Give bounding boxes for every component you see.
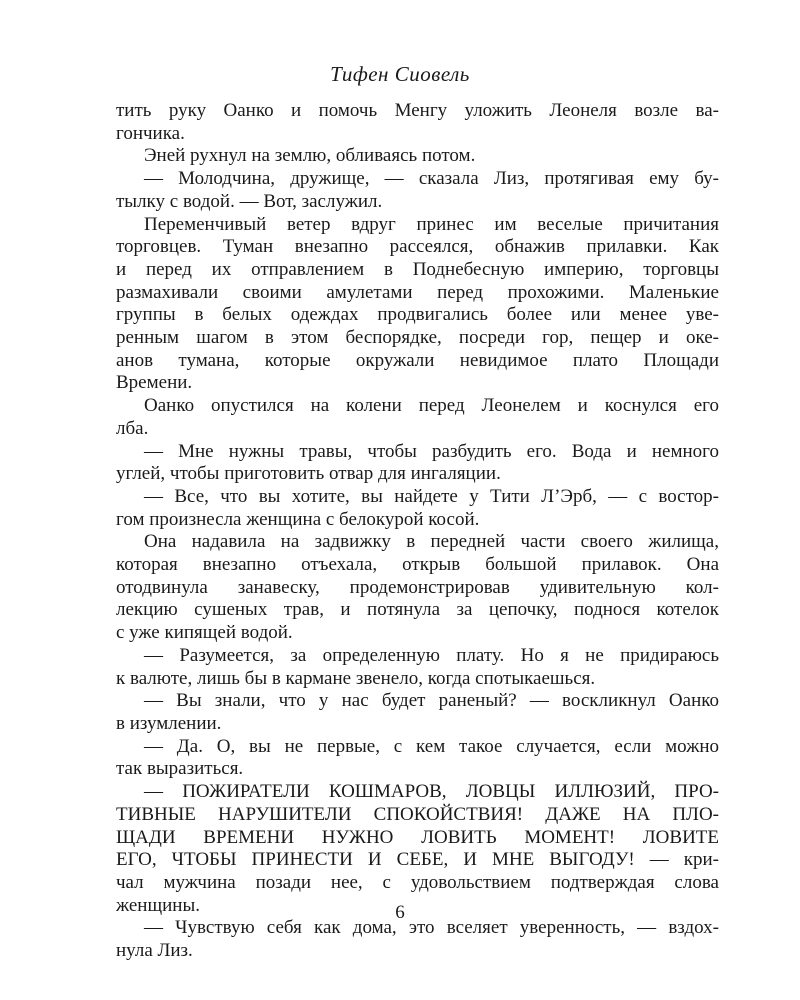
text-line: которая внезапно отъехала, открыв большой прилавок. Она — [116, 554, 719, 576]
text-line: лба. — [116, 417, 149, 439]
text-line: размахивали своими амулетами перед прохожими. Маленькие — [116, 281, 719, 303]
text-line: гончика. — [116, 122, 185, 144]
text-line: в изумлении. — [116, 712, 222, 734]
text-line: Переменчивый ветер вдруг принес им веселые причитания — [144, 213, 719, 235]
text-line: и перед их отправлением в Поднебесную империю, торговцы — [116, 258, 719, 280]
text-line: торговцев. Туман внезапно рассеялся, обнажив прилавки. Как — [116, 236, 719, 258]
text-line: гом произнесла женщина с белокурой косой. — [116, 508, 480, 530]
text-line: тылку с водой. — Вот, заслужил. — [116, 190, 383, 212]
text-line: — Мне нужны травы, чтобы разбудить его. Вода и немного — [144, 440, 719, 462]
text-line: анов тумана, которые окружали невидимое плато Площади — [116, 349, 719, 371]
text-line: — Разумеется, за определенную плату. Но я не придираюсь — [144, 644, 719, 666]
text-line: к валюте, лишь бы в кармане звенело, когда спотыкаешься. — [116, 667, 596, 689]
text-line: углей, чтобы приготовить отвар для ингаляции. — [116, 463, 501, 485]
text-line: — Вы знали, что у нас будет раненый? — воскликнул Оанко — [144, 690, 719, 712]
text-line: ЕГО, ЧТОБЫ ПРИНЕСТИ И СЕБЕ, И МНЕ ВЫГОДУ! — кри- — [116, 849, 719, 871]
running-head-author: Тифен Сиовель — [330, 62, 470, 86]
text-line: — ПОЖИРАТЕЛИ КОШМАРОВ, ЛОВЦЫ ИЛЛЮЗИЙ, ПРО- — [144, 781, 719, 803]
text-line: ренным шагом в этом беспорядке, посреди гор, пещер и оке- — [116, 327, 719, 349]
text-line: Времени. — [116, 372, 193, 394]
text-line: ЩАДИ ВРЕМЕНИ НУЖНО ЛОВИТЬ МОМЕНТ! ЛОВИТЕ — [116, 826, 719, 848]
text-line: чал мужчина позади нее, с удовольствием подтверждая слова — [116, 871, 719, 893]
text-line: нула Лиз. — [116, 940, 193, 962]
text-line: — Да. О, вы не первые, с кем такое случается, если можно — [144, 735, 719, 757]
body-text — [116, 100, 719, 963]
text-line: тить руку Оанко и помочь Менгу уложить Леонеля возле ва- — [116, 100, 719, 121]
text-line: Она надавила на задвижку в передней части своего жилища, — [144, 531, 719, 553]
text-line: ТИВНЫЕ НАРУШИТЕЛИ СПОКОЙСТВИЯ! ДАЖЕ НА ПЛО- — [116, 803, 719, 825]
text-line: Оанко опустился на колени перед Леонелем и коснулся его — [144, 395, 719, 417]
text-line: Эней рухнул на землю, обливаясь потом. — [144, 145, 476, 167]
text-line: — Все, что вы хотите, вы найдете у Тити Л’Эрб, — с востор- — [144, 485, 719, 507]
text-line: лекцию сушеных трав, и потянула за цепочку, поднося котелок — [116, 599, 719, 621]
text-line: так выразиться. — [116, 758, 244, 780]
page-number: 6 — [395, 902, 405, 923]
text-line: — Молодчина, дружище, — сказала Лиз, протягивая ему бу- — [144, 168, 719, 190]
text-line: с уже кипящей водой. — [116, 622, 293, 644]
text-line: — Чувствую себя как дома, это вселяет уверенность, — вздох- — [144, 917, 719, 939]
text-line: женщины. — [116, 894, 200, 916]
text-line: группы в белых одеждах продвигались более или менее уве- — [116, 304, 719, 326]
text-line: отодвинула занавеску, продемонстрировав удивительную кол- — [116, 576, 719, 598]
